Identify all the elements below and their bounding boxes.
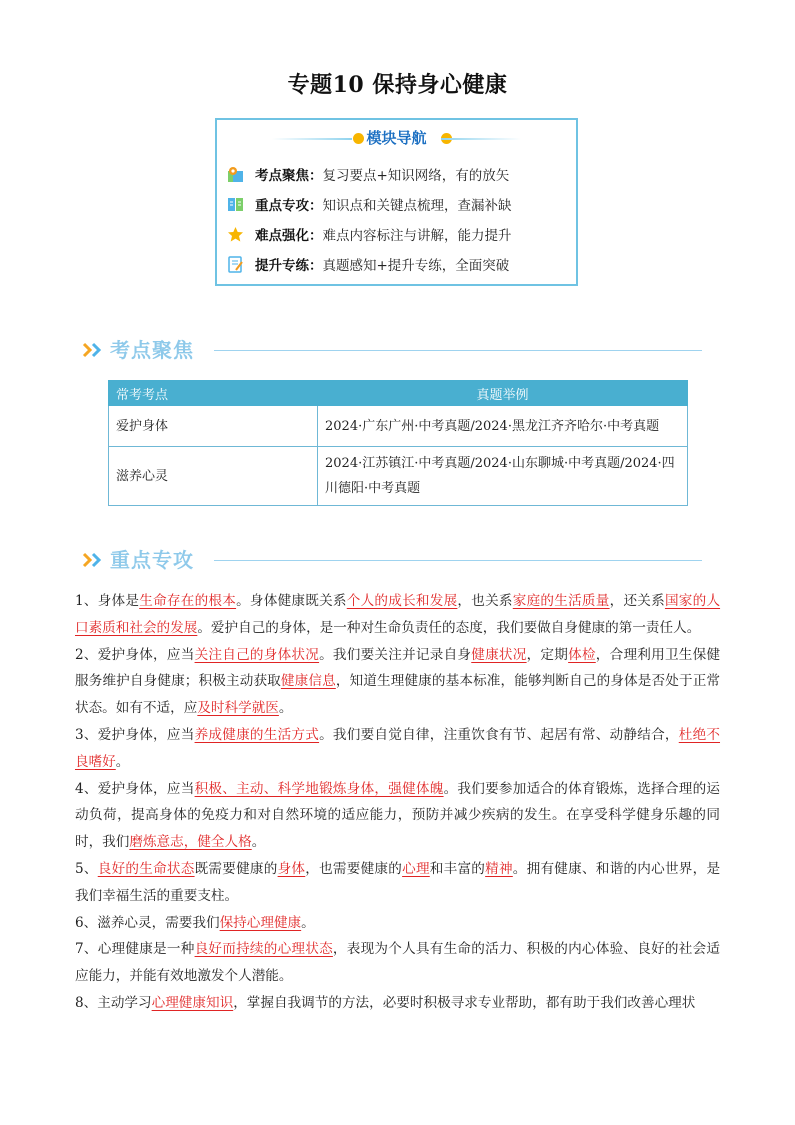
highlighted-text: 个人的成长和发展 <box>346 593 458 609</box>
table-cell: 2024·江苏镇江·中考真题/2024·山东聊城·中考真题/2024·四川德阳·中考真题 <box>318 447 688 506</box>
paragraph-text: 8、主动学习 <box>75 994 152 1011</box>
paragraph-text: ，也需要健康的 <box>305 860 403 877</box>
highlighted-text: 杜绝不良嗜好 <box>75 726 721 770</box>
paragraph-text: 。我们要参加适合的体育锻炼，选择合理的运动负荷，提高身体的免疫力和对自然环境的适应能力，预防并减少疾病的发生。在享受科学健身乐趣的同时，我们 <box>75 780 721 851</box>
section-header-key-points <box>82 544 702 574</box>
section-title: 考点聚焦 <box>110 338 194 362</box>
paragraph-text: 。爱护自己的身体，是一种对生命负责任的态度，我们要做自身健康的第一责任人。 <box>197 619 701 636</box>
paragraph-text: 。 <box>251 834 266 851</box>
highlighted-text: 良好的生命状态 <box>97 860 195 877</box>
paragraph-text: 。 <box>301 914 315 931</box>
table-row <box>109 447 688 506</box>
paragraph-text: 6、滋养心灵，需要我们 <box>75 914 220 931</box>
nav-value: 知识点和关键点梳理，查漏补缺 <box>322 198 512 214</box>
highlighted-text: 心理 <box>402 860 430 877</box>
key-point-paragraph <box>75 936 720 990</box>
paragraph-text: 。我们要关注并记录自身 <box>319 646 472 663</box>
section-title: 重点专攻 <box>110 548 194 572</box>
table-cell: 滋养心灵 <box>109 447 318 506</box>
key-point-paragraph <box>75 776 720 856</box>
divider <box>214 560 702 561</box>
paragraph-text: ，合理利用卫生保健服务维护自身健康；积极主动获取 <box>75 646 721 690</box>
paragraph-text: ，也关系 <box>457 593 513 609</box>
paragraph-text: 。我们要自觉自律，注重饮食有节、起居有常、动静结合， <box>319 726 679 743</box>
nav-row-practice <box>227 253 509 275</box>
nav-row-key-points <box>227 193 512 215</box>
map-marker-icon <box>227 166 244 183</box>
page-title: 专题10 保持身心健康 <box>287 72 508 98</box>
key-point-paragraph <box>75 588 720 642</box>
paragraph-text: 。拥有健康、和谐的内心世界，是我们幸福生活的重要支柱。 <box>75 860 721 904</box>
exam-points-table <box>108 380 688 506</box>
paragraph-text: ，知道生理健康的基本标准，能够判断自己的身体是否处于正常状态。如有不适，应 <box>75 673 721 717</box>
paragraph-text: 。 <box>278 700 293 717</box>
highlighted-text: 身体 <box>277 860 306 877</box>
paragraph-text: 。 <box>115 753 130 770</box>
nav-value: 复习要点+知识网络，有的放矢 <box>322 168 510 184</box>
highlighted-text: 及时科学就医 <box>197 700 279 717</box>
nav-key: 提升专练： <box>255 258 323 274</box>
highlighted-text: 体检 <box>568 646 596 663</box>
star-icon <box>227 226 244 243</box>
nav-key: 考点聚焦： <box>255 168 323 184</box>
paragraph-text: 和丰富的 <box>429 860 486 877</box>
module-navigation-title: 模块导航 <box>366 129 427 147</box>
highlighted-text: 生命存在的根本 <box>139 593 237 609</box>
exercise-icon <box>227 256 244 273</box>
key-points-content <box>75 588 720 1017</box>
key-point-paragraph <box>75 856 720 910</box>
paragraph-text: 1、身体是 <box>75 593 140 609</box>
module-navigation-box <box>215 118 578 286</box>
paragraph-text: 。身体健康既关系 <box>236 593 347 609</box>
highlighted-text: 磨炼意志，健全人格 <box>129 834 252 851</box>
table-row <box>109 406 688 447</box>
highlighted-text: 精神 <box>485 860 513 877</box>
module-navigation-header <box>217 127 576 151</box>
highlighted-text: 家庭的生活质量 <box>512 593 610 609</box>
chevron-right-icon <box>82 552 104 568</box>
table-header: 常考考点 <box>109 381 318 406</box>
paragraph-text: 既需要健康的 <box>194 860 278 877</box>
highlighted-text: 国家的人口素质和社会的发展 <box>75 593 721 636</box>
highlighted-text: 心理健康知识 <box>151 994 234 1011</box>
highlighted-text: 良好而持续的心理状态 <box>194 941 333 958</box>
table-header-row <box>109 381 688 406</box>
paragraph-text: 2、爱护身体，应当 <box>75 646 195 663</box>
key-point-paragraph <box>75 722 720 776</box>
key-point-paragraph <box>75 910 720 937</box>
nav-value: 真题感知+提升专练，全面突破 <box>322 258 510 274</box>
paragraph-text: ，掌握自我调节的方法，必要时积极寻求专业帮助，都有助于我们改善心理状 <box>233 994 696 1011</box>
nav-row-focus <box>227 163 509 185</box>
paragraph-text: 5、 <box>75 860 98 877</box>
nav-key: 重点专攻： <box>255 198 323 214</box>
section-header-focus <box>82 334 702 364</box>
key-point-paragraph <box>75 642 720 722</box>
highlighted-text: 保持心理健康 <box>219 914 302 931</box>
paragraph-text: 3、爱护身体，应当 <box>75 726 195 743</box>
highlighted-text: 积极、主动、科学地锻炼身体，强健体魄 <box>194 780 444 797</box>
table-header: 真题举例 <box>318 381 688 406</box>
highlighted-text: 养成健康的生活方式 <box>194 726 320 743</box>
nav-value: 难点内容标注与讲解，能力提升 <box>322 228 512 244</box>
paragraph-text: ，定期 <box>526 646 569 663</box>
paragraph-text: 7、心理健康是一种 <box>75 941 195 958</box>
table-cell: 2024·广东广州·中考真题/2024·黑龙江齐齐哈尔·中考真题 <box>318 406 688 447</box>
table-cell: 爱护身体 <box>109 406 318 447</box>
nav-key: 难点强化： <box>255 228 323 244</box>
book-icon <box>227 196 244 213</box>
chevron-right-icon <box>82 342 104 358</box>
highlighted-text: 关注自己的身体状况 <box>194 646 320 663</box>
highlighted-text: 健康信息 <box>280 673 336 690</box>
nav-row-difficulty <box>227 223 512 245</box>
paragraph-text: ，还关系 <box>609 593 665 609</box>
paragraph-text: 4、爱护身体，应当 <box>75 780 195 797</box>
paragraph-text: ，表现为个人具有生命的活力、积极的内心体验、良好的社会适应能力，并能有效地激发个人潜能。 <box>75 941 721 985</box>
key-point-paragraph <box>75 990 720 1017</box>
divider <box>214 350 702 351</box>
highlighted-text: 健康状况 <box>471 646 527 663</box>
divider <box>441 138 521 140</box>
